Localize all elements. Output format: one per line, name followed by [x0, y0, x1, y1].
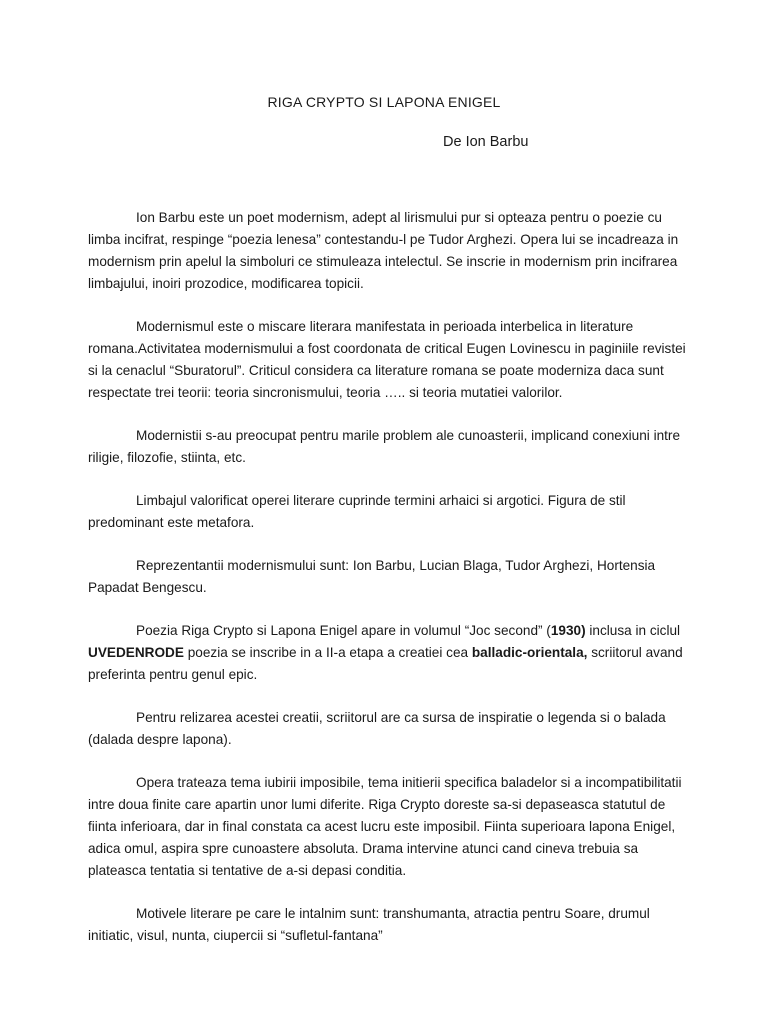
document-title: RIGA CRYPTO SI LAPONA ENIGEL	[267, 94, 501, 110]
paragraph-6-text-1: Poezia Riga Crypto si Lapona Enigel apare in volumul “Joc second” (	[136, 623, 551, 638]
paragraph-3: Modernistii s-au preocupat pentru marile problem ale cunoasterii, implicand conexiuni intre riligie, filozofie, stiinta, etc.	[88, 428, 681, 465]
paragraph-6-text-2: inclusa in ciclul	[585, 623, 681, 638]
paragraph-8: Opera trateaza tema iubirii imposibile, tema initierii specifica baladelor si a incompatibilitatii intre doua finite care apartin unor lumi diferite. Riga Crypto doreste sa-si depaseasca statutul de fiinta inferioara, dar in final constata ca acest lucru este imposibil. Fiinta superioara lapona Enigel, adica omul, aspira spre cunoastere absoluta. Drama intervine atunci cand cineva trebuia sa plateasca tentatia si tentative de a-si depasi conditia.	[88, 775, 682, 878]
document-body	[88, 207, 688, 968]
paragraph-1: Ion Barbu este un poet modernism, adept al lirismului pur si opteaza pentru o poezie cu limba incifrat, respinge “poezia lenesa” contestandu-l pe Tudor Arghezi. Opera lui se incadreaza in modernism prin apelul la simboluri ce stimuleaza intelectul. Se inscrie in modernism prin incifrarea limbajului, inoiri prozodice, modificarea topicii.	[88, 210, 679, 291]
paragraph-4: Limbajul valorificat operei literare cuprinde termini arhaici si argotici. Figura de stil predominant este metafora.	[88, 493, 626, 530]
paragraph-6-cycle: UVEDENRODE	[88, 645, 184, 660]
document-author: De Ion Barbu	[443, 134, 529, 150]
paragraph-9: Motivele literare pe care le intalnim sunt: transhumanta, atractia pentru Soare, drumul initiatic, visul, nunta, ciupercii si “sufletul-fantana”	[88, 906, 650, 943]
paragraph-6-stage: balladic-orientala,	[471, 645, 588, 660]
paragraph-2: Modernismul este o miscare literara manifestata in perioada interbelica in literature romana.Activitatea modernismului a fost coordonata de critical Eugen Lovinescu in paginiile revistei si la cenaclul “Sburatorul”. Criticul considera ca literature romana se poate moderniza daca sunt respectate trei teorii: teoria sincronismului, teoria ….. si teoria mutatiei valorilor.	[88, 319, 686, 400]
paragraph-6	[88, 620, 688, 686]
paragraph-6-year: 1930)	[550, 623, 586, 638]
paragraph-5: Reprezentantii modernismului sunt: Ion Barbu, Lucian Blaga, Tudor Arghezi, Hortensia Papadat Bengescu.	[88, 558, 656, 595]
paragraph-6-text-4: scriitorul avand preferinta pentru genul epic.	[88, 645, 683, 682]
paragraph-7: Pentru relizarea acestei creatii, scriitorul are ca sursa de inspiratie o legenda si o balada (dalada despre lapona).	[88, 710, 666, 747]
paragraph-6-text-3: poezia se inscribe in a II-a etapa a creatiei cea	[183, 645, 472, 660]
